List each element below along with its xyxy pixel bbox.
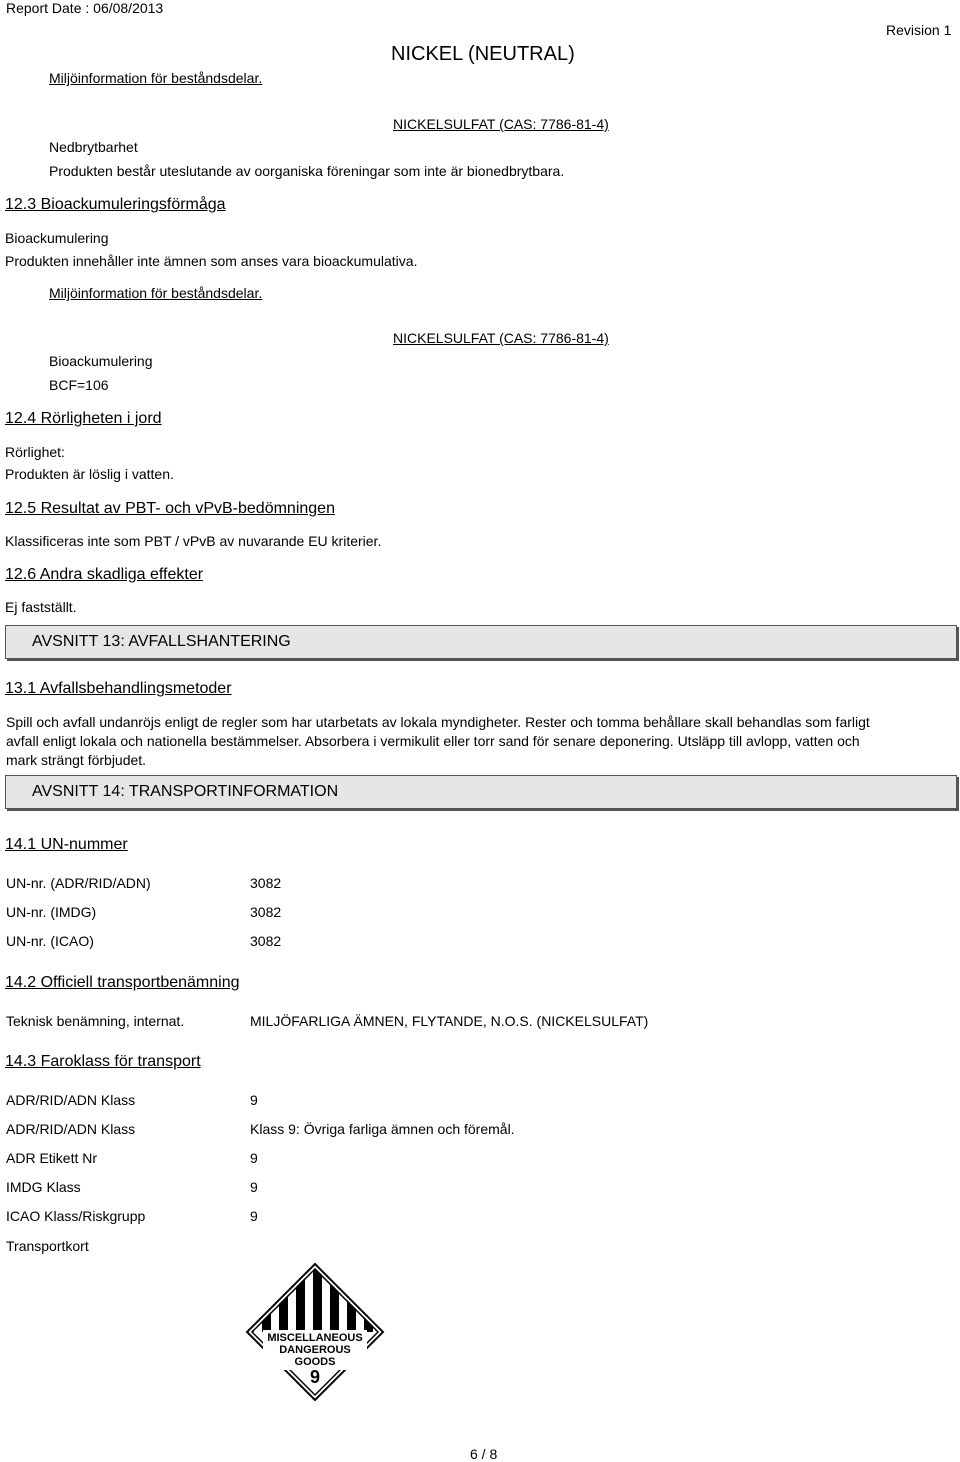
section-heading-13-1: 13.1 Avfallsbehandlingsmetoder bbox=[5, 680, 232, 697]
transport-card-label: Transportkort bbox=[6, 1238, 89, 1254]
section-13-title: AVSNITT 13: AVFALLSHANTERING bbox=[32, 633, 291, 650]
report-date: Report Date : 06/08/2013 bbox=[6, 0, 164, 16]
class-row-label: IMDG Klass bbox=[6, 1179, 81, 1195]
degradability-text: Produkten består uteslutande av oorganiska föreningar som inte är bionedbrytbara. bbox=[49, 163, 565, 179]
section-heading-14-2: 14.2 Officiell transportbenämning bbox=[5, 974, 240, 991]
env-info-label-2: Miljöinformation för beståndsdelar. bbox=[49, 285, 263, 301]
hazard-class-9-label-icon bbox=[245, 1262, 385, 1402]
hazard-label-number: 9 bbox=[309, 1367, 321, 1387]
class-row-label: ADR/RID/ADN Klass bbox=[6, 1092, 136, 1108]
section-13-banner bbox=[5, 625, 957, 659]
class-row-label: ICAO Klass/Riskgrupp bbox=[6, 1208, 146, 1224]
env-info-label: Miljöinformation för beståndsdelar. bbox=[49, 70, 263, 86]
tech-name-value: MILJÖFARLIGA ÄMNEN, FLYTANDE, N.O.S. (NICKELSULFAT) bbox=[250, 1013, 649, 1029]
hazard-label-line1: MISCELLANEOUS bbox=[267, 1332, 363, 1344]
degradability-label: Nedbrytbarhet bbox=[49, 139, 138, 155]
waste-text: Spill och avfall undanröjs enligt de regler som har utarbetats av lokala myndigheter. Rester och tomma behållare skall behandlas som farligt avfall enligt lokala och nationella bestämmelser. Absorbera i vermikulit eller torr sand för senare deponering. Utsläpp till avlopp, vatten och mark strängt förbjudet. bbox=[6, 714, 870, 768]
mobility-text: Produkten är löslig i vatten. bbox=[5, 466, 174, 482]
pbt-text: Klassificeras inte som PBT / vPvB av nuvarande EU kriterier. bbox=[5, 533, 382, 549]
un-row-value: 3082 bbox=[250, 875, 282, 891]
class-row-value: Klass 9: Övriga farliga ämnen och föremål. bbox=[250, 1121, 515, 1137]
class-row-label: ADR Etikett Nr bbox=[6, 1150, 98, 1166]
section-heading-12-6: 12.6 Andra skadliga effekter bbox=[5, 566, 204, 583]
class-row-value: 9 bbox=[250, 1092, 258, 1108]
hazard-label-line2: DANGEROUS bbox=[279, 1344, 351, 1356]
section-heading-14-3: 14.3 Faroklass för transport bbox=[5, 1053, 201, 1070]
document-title: NICKEL (NEUTRAL) bbox=[391, 43, 575, 65]
bio-label: Bioackumulering bbox=[5, 230, 109, 246]
class-row-value: 9 bbox=[250, 1179, 258, 1195]
class-row-label: ADR/RID/ADN Klass bbox=[6, 1121, 136, 1137]
class-row-value: 9 bbox=[250, 1150, 258, 1166]
un-row-value: 3082 bbox=[250, 904, 282, 920]
un-row-value: 3082 bbox=[250, 933, 282, 949]
substance-label: NICKELSULFAT (CAS: 7786-81-4) bbox=[393, 116, 609, 132]
un-row-label: UN-nr. (ICAO) bbox=[6, 933, 94, 949]
un-row-label: UN-nr. (IMDG) bbox=[6, 904, 97, 920]
class-row-value: 9 bbox=[250, 1208, 258, 1224]
substance-label-2: NICKELSULFAT (CAS: 7786-81-4) bbox=[393, 330, 609, 346]
section-heading-12-3: 12.3 Bioackumuleringsförmåga bbox=[5, 196, 226, 213]
mobility-label: Rörlighet: bbox=[5, 444, 65, 460]
section-heading-12-4: 12.4 Rörligheten i jord bbox=[5, 410, 162, 427]
revision: Revision 1 bbox=[886, 22, 952, 38]
section-14-title: AVSNITT 14: TRANSPORTINFORMATION bbox=[32, 783, 339, 800]
un-row-label: UN-nr. (ADR/RID/ADN) bbox=[6, 875, 151, 891]
hazard-label-line3: GOODS bbox=[294, 1356, 336, 1368]
page-number: 6 / 8 bbox=[470, 1446, 498, 1462]
section-heading-14-1: 14.1 UN-nummer bbox=[5, 836, 128, 853]
section-14-banner bbox=[5, 775, 957, 809]
bcf-value: BCF=106 bbox=[49, 377, 109, 393]
sub-bio-label: Bioackumulering bbox=[49, 353, 153, 369]
section-heading-12-5: 12.5 Resultat av PBT- och vPvB-bedömningen bbox=[5, 500, 335, 517]
tech-name-label: Teknisk benämning, internat. bbox=[6, 1013, 185, 1029]
other-effects-text: Ej fastställt. bbox=[5, 599, 77, 615]
bio-text: Produkten innehåller inte ämnen som anses vara bioackumulativa. bbox=[5, 253, 418, 269]
